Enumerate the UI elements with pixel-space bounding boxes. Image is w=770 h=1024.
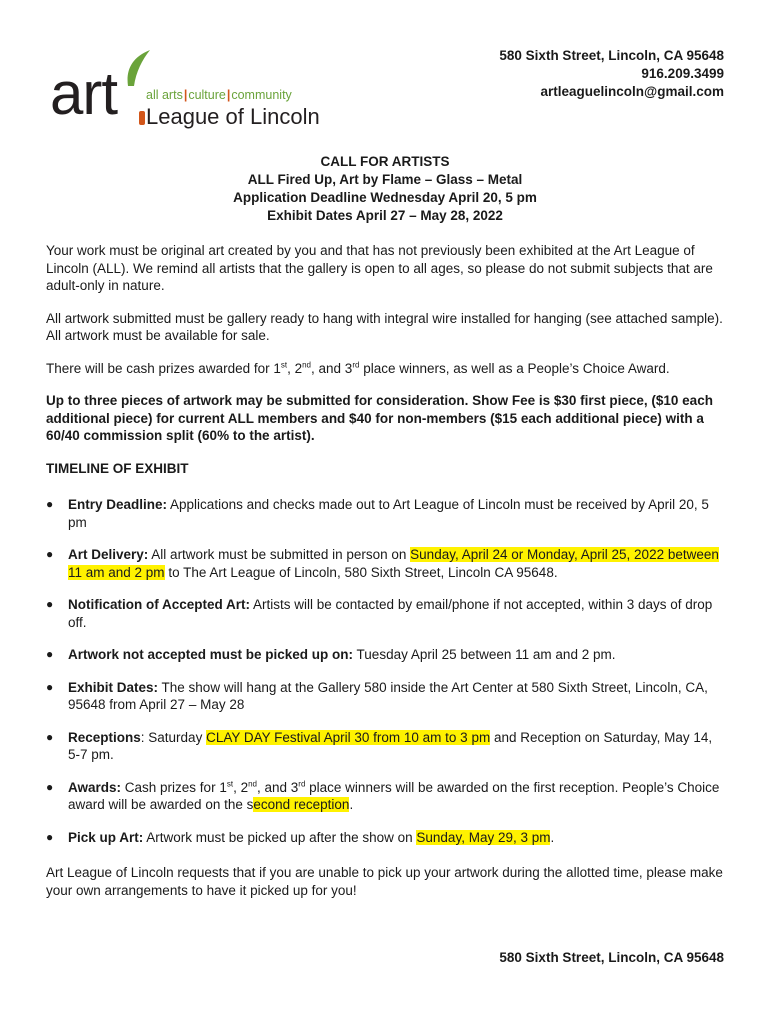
hanging-paragraph: All artwork submitted must be gallery ready to hang with integral wire installed for hanging (see attached sample). All artwork must be available for sale. [46, 310, 723, 343]
text-run: place winners, as well as a People’s Choice Award. [359, 360, 670, 376]
timeline-item [46, 546, 726, 581]
timeline-item [46, 829, 726, 847]
timeline-item [46, 729, 726, 764]
item-text: , and 3 [256, 779, 299, 795]
ordinal-suffix: st [226, 779, 234, 788]
contact-email[interactable]: artleaguelincoln@gmail.com [540, 84, 724, 99]
item-text: All artwork must be submitted in person on [148, 547, 411, 562]
tagline-part: culture [188, 88, 226, 102]
timeline-item [46, 779, 726, 814]
ordinal-suffix: nd [302, 360, 312, 369]
item-text: Tuesday April 25 between 11 am and 2 pm. [353, 647, 616, 662]
contact-block [499, 47, 724, 101]
item-text: Artwork must be picked up after the show on [143, 829, 417, 845]
bullet-icon: ● [46, 497, 54, 511]
ordinal-suffix: nd [248, 779, 257, 788]
logo-wordmark: art [50, 60, 118, 127]
bullet-icon: ● [46, 829, 54, 844]
item-text: The show will hang at the Gallery 580 inside the Art Center at 580 Sixth Street, Lincoln, CA, 95648 from April 27 – May 28 [68, 679, 708, 712]
tagline-separator: | [183, 88, 188, 102]
ordinal-suffix: st [280, 360, 288, 369]
text-run: There will be cash prizes awarded for 1 [46, 360, 281, 376]
timeline-title: TIMELINE OF EXHIBIT [46, 460, 189, 476]
item-label: Entry Deadline: [68, 497, 168, 512]
text-run: , 2 [287, 360, 303, 376]
leaf-icon [120, 48, 160, 88]
item-text: : Saturday [140, 729, 207, 745]
item-text: and Reception on Saturday, May 14, 5-7 pm. [68, 729, 713, 762]
bullet-icon: ● [46, 597, 54, 611]
highlighted-text: econd reception [253, 797, 350, 812]
item-text: , 2 [233, 779, 249, 795]
text-run: , and 3 [311, 360, 353, 376]
timeline-list [46, 496, 726, 846]
call-heading [0, 153, 770, 225]
item-label: Receptions [68, 729, 141, 745]
fee-paragraph: Up to three pieces of artwork may be submitted for consideration. Show Fee is $30 first piece, ($10 each additional piece) for current ALL members and $40 for non-members ($15 each additional piece) with a 60/40 commission split (60% to the artist). [46, 393, 713, 443]
bullet-icon: ● [46, 679, 54, 694]
item-label: Pick up Art: [68, 829, 144, 845]
tagline-part: all arts [146, 88, 183, 102]
timeline-item [46, 496, 726, 531]
prizes-paragraph [46, 360, 726, 378]
item-label: Artwork not accepted must be picked up on: [68, 647, 354, 662]
bullet-icon: ● [46, 729, 54, 744]
heading-line: Exhibit Dates April 27 – May 28, 2022 [267, 208, 503, 223]
item-label: Art Delivery: [68, 547, 149, 562]
tagline-separator: | [226, 88, 231, 102]
document-body [46, 242, 726, 914]
ordinal-suffix: rd [298, 779, 306, 788]
bullet-icon: ● [46, 779, 54, 794]
item-text: Cash prizes for 1 [121, 779, 227, 795]
logo-tagline [146, 88, 292, 102]
closing-paragraph: Art League of Lincoln requests that if you are unable to pick up your artwork during the allotted time, please make your own arrangements to have it picked up for you! [46, 865, 723, 898]
item-label: Exhibit Dates: [68, 679, 159, 695]
highlighted-text: CLAY DAY Festival April 30 from 10 am to 3 pm [206, 729, 491, 745]
bullet-icon: ● [46, 647, 54, 661]
highlighted-text: Sunday, May 29, 3 pm [416, 829, 551, 845]
art-league-logo [50, 48, 350, 130]
heading-line: ALL Fired Up, Art by Flame – Glass – Metal [247, 172, 523, 187]
item-label: Notification of Accepted Art: [68, 597, 250, 612]
timeline-item [46, 679, 726, 714]
item-text: to The Art League of Lincoln, 580 Sixth Street, Lincoln CA 95648. [164, 564, 558, 580]
contact-address: 580 Sixth Street, Lincoln, CA 95648 [499, 48, 724, 63]
timeline-item [46, 646, 726, 664]
timeline-item [46, 596, 726, 631]
tagline-part: community [231, 88, 292, 102]
heading-line: Application Deadline Wednesday April 20, 5 pm [233, 190, 537, 205]
ordinal-suffix: rd [352, 360, 360, 369]
intro-paragraph: Your work must be original art created by you and that has not previously been exhibited at the Art League of Lincoln (ALL). We remind all artists that the gallery is open to all ages, so please do not submit subjects that are adult-only in nature. [46, 243, 713, 293]
highlighted-text: Sunday, April 24 or Monday, April 25, 2022 between 11 am and 2 pm [68, 547, 719, 580]
logo-name: League of Lincoln [146, 104, 320, 129]
item-label: Awards: [68, 779, 122, 795]
item-text: Applications and checks made out to Art League of Lincoln must be received by April 20, 5 pm [68, 497, 709, 530]
item-text: . [349, 797, 354, 812]
logo-accent-mark [139, 111, 145, 125]
heading-line: CALL FOR ARTISTS [320, 154, 450, 169]
footer-address: 580 Sixth Street, Lincoln, CA 95648 [499, 950, 724, 965]
item-text: place winners will be awarded on the first reception. People’s Choice award will be awarded on the s [68, 779, 720, 812]
item-text: Artists will be contacted by email/phone if not accepted, within 3 days of drop off. [68, 597, 713, 630]
contact-phone: 916.209.3499 [641, 66, 724, 81]
item-text: . [550, 829, 555, 845]
bullet-icon: ● [46, 547, 54, 561]
